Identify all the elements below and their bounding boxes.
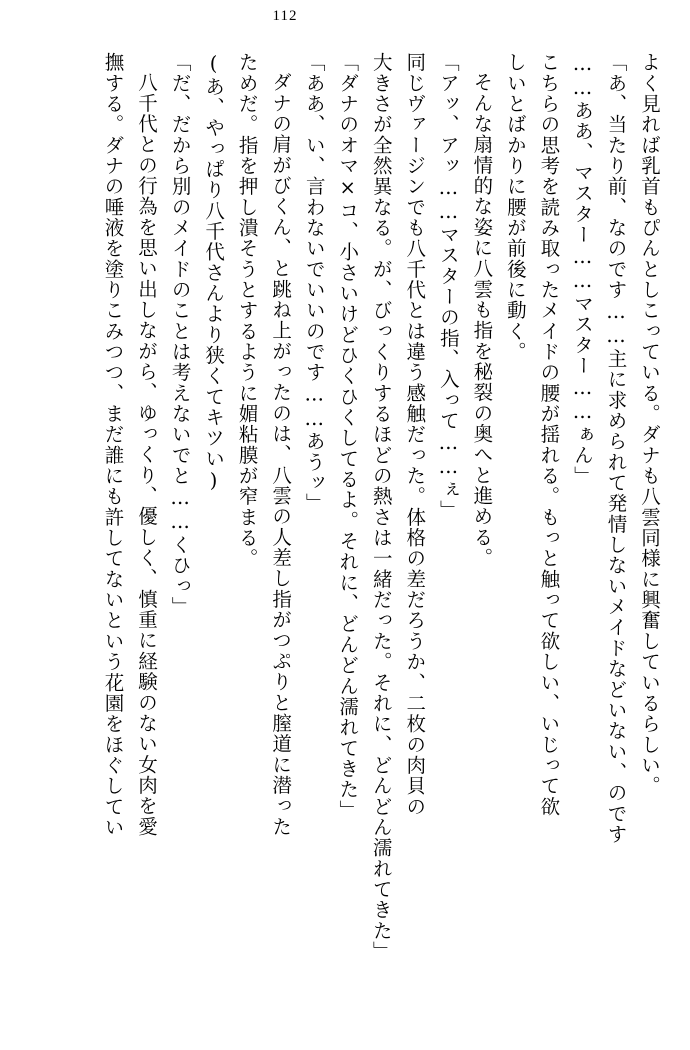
- text-line: 「アッ、アッ……マスターの指、入って……ぇ」: [436, 52, 460, 521]
- text-line: 八千代との行為を思い出しながら、ゆっくり、優しく、慎重に経験のない女肉を愛: [135, 71, 159, 837]
- text-line: 大きさが全然異なる。が、びっくりするほどの熱さは一緒だった。それに、どんどん濡れてきた」: [369, 52, 393, 962]
- text-line: ダナの肩がびくん、と跳ね上がったのは、八雲の人差し指がつぷりと膣道に潜った: [269, 71, 293, 837]
- text-line: 「あ、当たり前、なのです……主に求められて発情しないメイドなどいない、のです: [604, 52, 628, 845]
- page-number: 112: [272, 8, 298, 24]
- text-line: 同じヴァージンでも八千代とは違う感触だった。体格の差だろうか、二枚の肉貝の: [403, 52, 427, 817]
- text-line: よく見れば乳首もぴんとしこっている。ダナも八雲同様に興奮しているらしい。: [638, 52, 661, 797]
- text-line: しいとばかりに腰が前後に動く。: [503, 52, 527, 363]
- text-line: 「ああ、い、言わないでいいのです……あうッ」: [302, 52, 326, 514]
- text-line: こちらの思考を読み取ったメイドの腰が揺れる。もっと触って欲しい、いじって欲: [537, 52, 561, 817]
- text-line: そんな扇情的な姿に八雲も指を秘裂の奥へと進める。: [470, 71, 494, 568]
- vertical-text-body: [28, 52, 666, 1012]
- text-line: 「ダナのオマ×コ、小さいけどひくひくしてるよ。それに、どんどん濡れてきた」: [336, 52, 360, 821]
- text-line: (あ、やっぱり八千代さんより狭くてキツい): [202, 52, 226, 494]
- text-line: ……ああ、マスター……マスター……ぁん」: [570, 52, 594, 487]
- text-line: ためだ。指を押し潰そうとするように媚粘膜が窄まる。: [235, 52, 259, 569]
- text-line: 「だ、だから別のメイドのことは考えないでと……くひっ」: [168, 52, 192, 618]
- text-line: 撫する。ダナの唾液を塗りこみつつ、まだ誰にも許してないという花園をほぐしてい: [101, 52, 125, 838]
